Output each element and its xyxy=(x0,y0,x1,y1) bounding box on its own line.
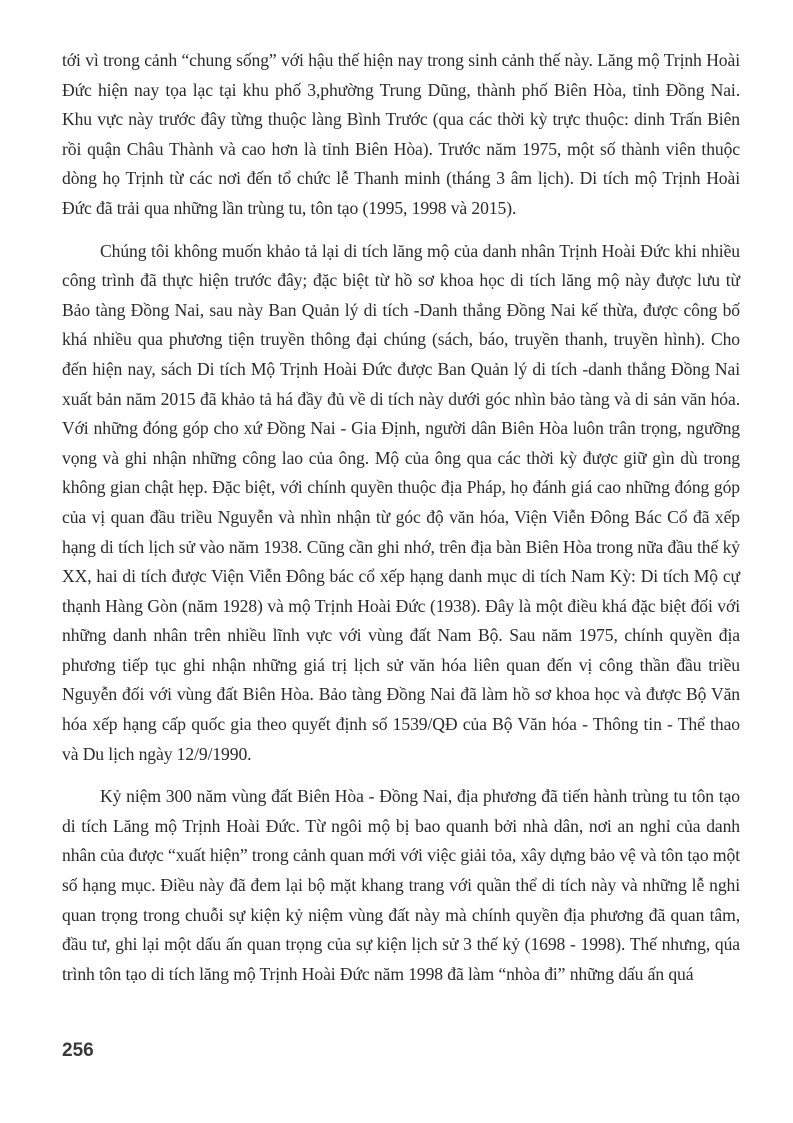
paragraph-2: Chúng tôi không muốn khảo tả lại di tích lăng mộ của danh nhân Trịnh Hoài Đức khi nhiều công trình đã thực hiện trước đây; đặc biệt từ hồ sơ khoa học di tích lăng mộ này được lưu từ Bảo tàng Đồng Nai, sau này Ban Quản lý di tích -Danh thắng Đồng Nai kế thừa, được công bố khá nhiều qua phương tiện truyền thông đại chúng (sách, báo, truyền thanh, truyền hình). Cho đến hiện nay, sách Di tích Mộ Trịnh Hoài Đức được Ban Quản lý di tích -danh thắng Đồng Nai xuất bản năm 2015 đã khảo tả há đầy đủ về di tích này dưới góc nhìn bảo tàng và di sản văn hóa. Với những đóng góp cho xứ Đồng Nai - Gia Định, người dân Biên Hòa luôn trân trọng, ngưỡng vọng và ghi nhận những công lao của ông. Mộ của ông qua các thời kỳ được giữ gìn dù trong không gian chật hẹp. Đặc biệt, với chính quyền thuộc địa Pháp, họ đánh giá cao những đóng góp của vị quan đầu triều Nguyễn và nhìn nhận từ góc độ văn hóa, Viện Viễn Đông Bác Cổ đã xếp hạng di tích lịch sử vào năm 1938. Cũng cần ghi nhớ, trên địa bàn Biên Hòa trong nữa đầu thế kỷ XX, hai di tích được Viện Viễn Đông bác cổ xếp hạng danh mục di tích Nam Kỳ: Di tích Mộ cự thạnh Hàng Gòn (năm 1928) và mộ Trịnh Hoài Đức (1938). Đây là một điều khá đặc biệt đối với những danh nhân trên nhiều lĩnh vực với vùng đất Nam Bộ. Sau năm 1975, chính quyền địa phương tiếp tục ghi nhận những giá trị lịch sử văn hóa liên quan đến vị công thần đầu triều Nguyễn đối với vùng đất Biên Hòa. Bảo tàng Đồng Nai đã làm hồ sơ khoa học và được Bộ Văn hóa xếp hạng cấp quốc gia theo quyết định số 1539/QĐ của Bộ Văn hóa - Thông tin - Thể thao và Du lịch ngày 12/9/1990. xyxy=(62,240,740,764)
page-number: 256 xyxy=(62,1040,94,1061)
paragraph-1: tới vì trong cảnh “chung sống” với hậu thế hiện nay trong sinh cảnh thế này. Lăng mộ Trịnh Hoài Đức hiện nay tọa lạc tại khu phố 3,phường Trung Dũng, thành phố Biên Hòa, tỉnh Đồng Nai. Khu vực này trước đây từng thuộc làng Bình Trước (qua các thời kỳ trực thuộc: dinh Trấn Biên rồi quận Châu Thành và cao hơn là tỉnh Biên Hòa). Trước năm 1975, một số thành viên thuộc dòng họ Trịnh từ các nơi đến tổ chức lễ Thanh minh (tháng 3 âm lịch). Di tích mộ Trịnh Hoài Đức đã trải qua những lần trùng tu, tôn tạo (1995, 1998 và 2015). xyxy=(62,50,740,218)
page-body xyxy=(62,46,740,1002)
paragraph-3: Kỷ niệm 300 năm vùng đất Biên Hòa - Đồng Nai, địa phương đã tiến hành trùng tu tôn tạo di tích Lăng mộ Trịnh Hoài Đức. Từ ngôi mộ bị bao quanh bởi nhà dân, nơi an nghỉ của danh nhân của được “xuất hiện” trong cảnh quan mới với việc giải tỏa, xây dựng bảo vệ và tôn tạo một số hạng mục. Điều này đã đem lại bộ mặt khang trang với quần thể di tích này và những lễ nghi quan trọng trong chuỗi sự kiện kỷ niệm vùng đất này mà chính quyền địa phương đã quan tâm, đầu tư, ghi lại một dấu ấn quan trọng của sự kiện lịch sử 3 thế kỷ (1698 - 1998). Thế nhưng, qúa trình tôn tạo di tích lăng mộ Trịnh Hoài Đức năm 1998 đã làm “nhòa đi” những dấu ấn quá xyxy=(62,786,740,984)
